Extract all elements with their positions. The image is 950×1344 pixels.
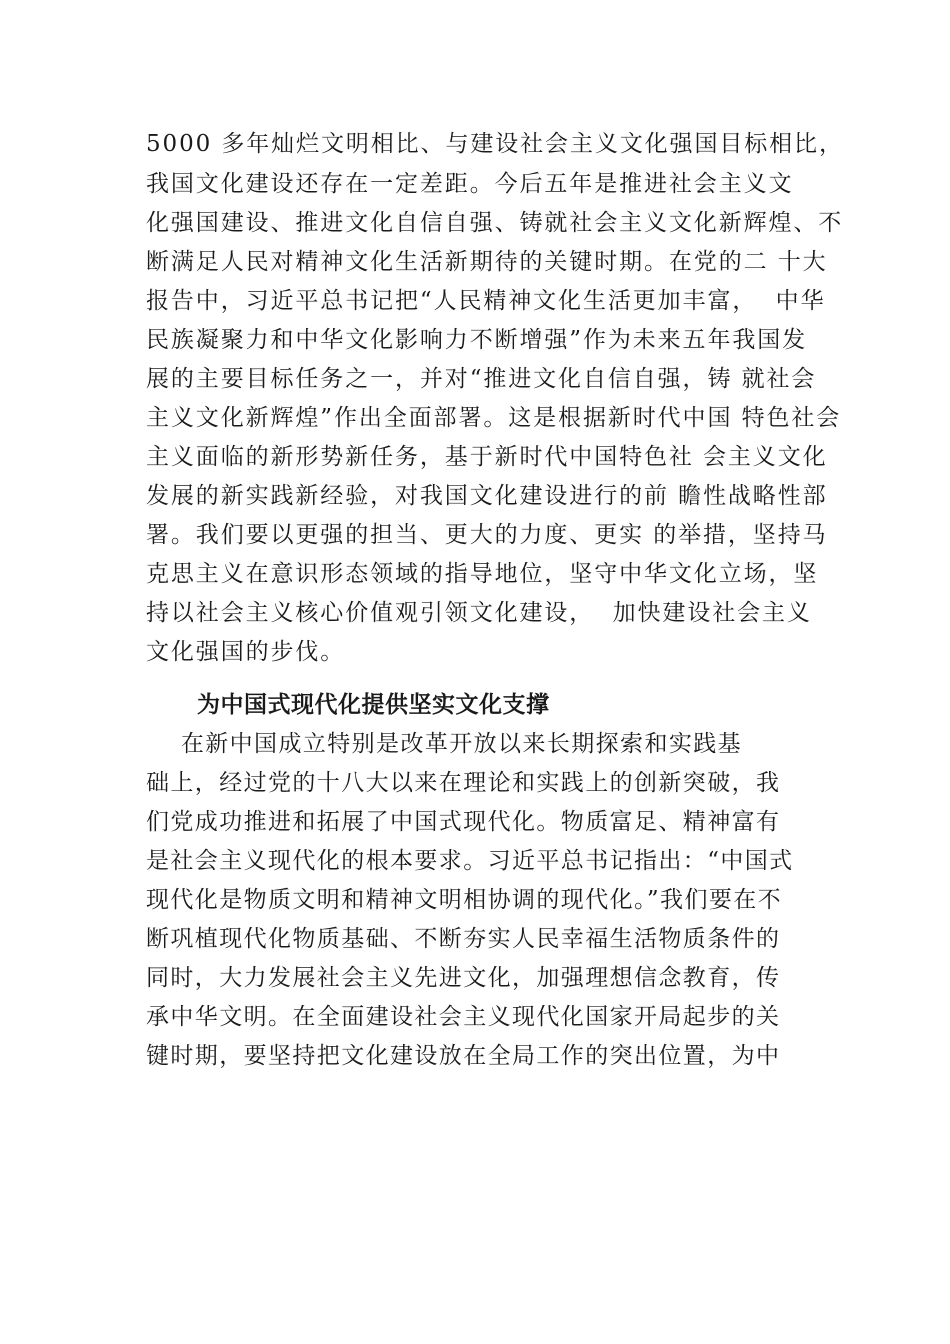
paragraph-1-line-5: 报告中，习近平总书记把“人民精神文化生活更加丰富， 中华: [146, 288, 826, 314]
paragraph-2-line-8: 承中华文明。在全面建设社会主义现代化国家开局起步的关: [146, 1004, 781, 1030]
paragraph-1-line-12: 克思主义在意识形态领域的指导地位，坚守中华文化立场，坚: [146, 561, 819, 587]
paragraph-2-line-9: 键时期，要坚持把文化建设放在全局工作的突出位置，为中: [146, 1043, 781, 1069]
paragraph-2-line-5: 现代化是物质文明和精神文明相协调的现代化。”我们要在不: [146, 887, 783, 913]
paragraph-1-line-14: 文化强国的步伐。: [146, 639, 346, 665]
paragraph-1-line-6: 民族凝聚力和中华文化影响力不断增强”作为未来五年我国发: [146, 327, 808, 353]
paragraph-1-line-10: 发展的新实践新经验，对我国文化建设进行的前 瞻性战略性部: [146, 483, 828, 509]
paragraph-1-line-1: 5000 多年灿烂文明相比、与建设社会主义文化强国目标相比，: [146, 131, 844, 157]
paragraph-1-line-4: 断满足人民对精神文化生活新期待的关键时期。在党的二 十大: [146, 249, 828, 275]
paragraph-1-line-9: 主义面临的新形势新任务，基于新时代中国特色社 会主义文化: [146, 444, 828, 470]
paragraph-1-line-13: 持以社会主义核心价值观引领文化建设， 加快建设社会主义: [146, 600, 812, 626]
paragraph-2-line-6: 断巩植现代化物质基础、不断夯实人民幸福生活物质条件的: [146, 926, 781, 952]
paragraph-2-line-7: 同时，大力发展社会主义先进文化，加强理想信念教育，传: [146, 965, 781, 991]
paragraph-1-line-3: 化强国建设、推进文化自信自强、铸就社会主义文化新辉煌、不: [146, 210, 844, 236]
paragraph-2-line-3: 们党成功推进和拓展了中国式现代化。物质富足、精神富有: [146, 809, 781, 835]
paragraph-2-line-1: 在新中国成立特别是改革开放以来长期探索和实践基: [146, 731, 743, 757]
paragraph-1-line-2: 我国文化建设还存在一定差距。今后五年是推进社会主义文: [146, 171, 794, 197]
paragraph-1-line-11: 署。我们要以更强的担当、更大的力度、更实 的举措，坚持马: [146, 522, 828, 548]
paragraph-2-line-4: 是社会主义现代化的根本要求。习近平总书记指出：“中国式: [146, 848, 794, 874]
paragraph-1-line-8: 主义文化新辉煌”作出全面部署。这是根据新时代中国 特色社会: [146, 405, 842, 431]
paragraph-1-line-7: 展的主要目标任务之一，并对“推进文化自信自强，铸 就社会: [146, 366, 817, 392]
paragraph-2-line-2: 础上，经过党的十八大以来在理论和实践上的创新突破，我: [146, 770, 781, 796]
section-heading: 为中国式现代化提供坚实文化支撑: [197, 692, 550, 718]
